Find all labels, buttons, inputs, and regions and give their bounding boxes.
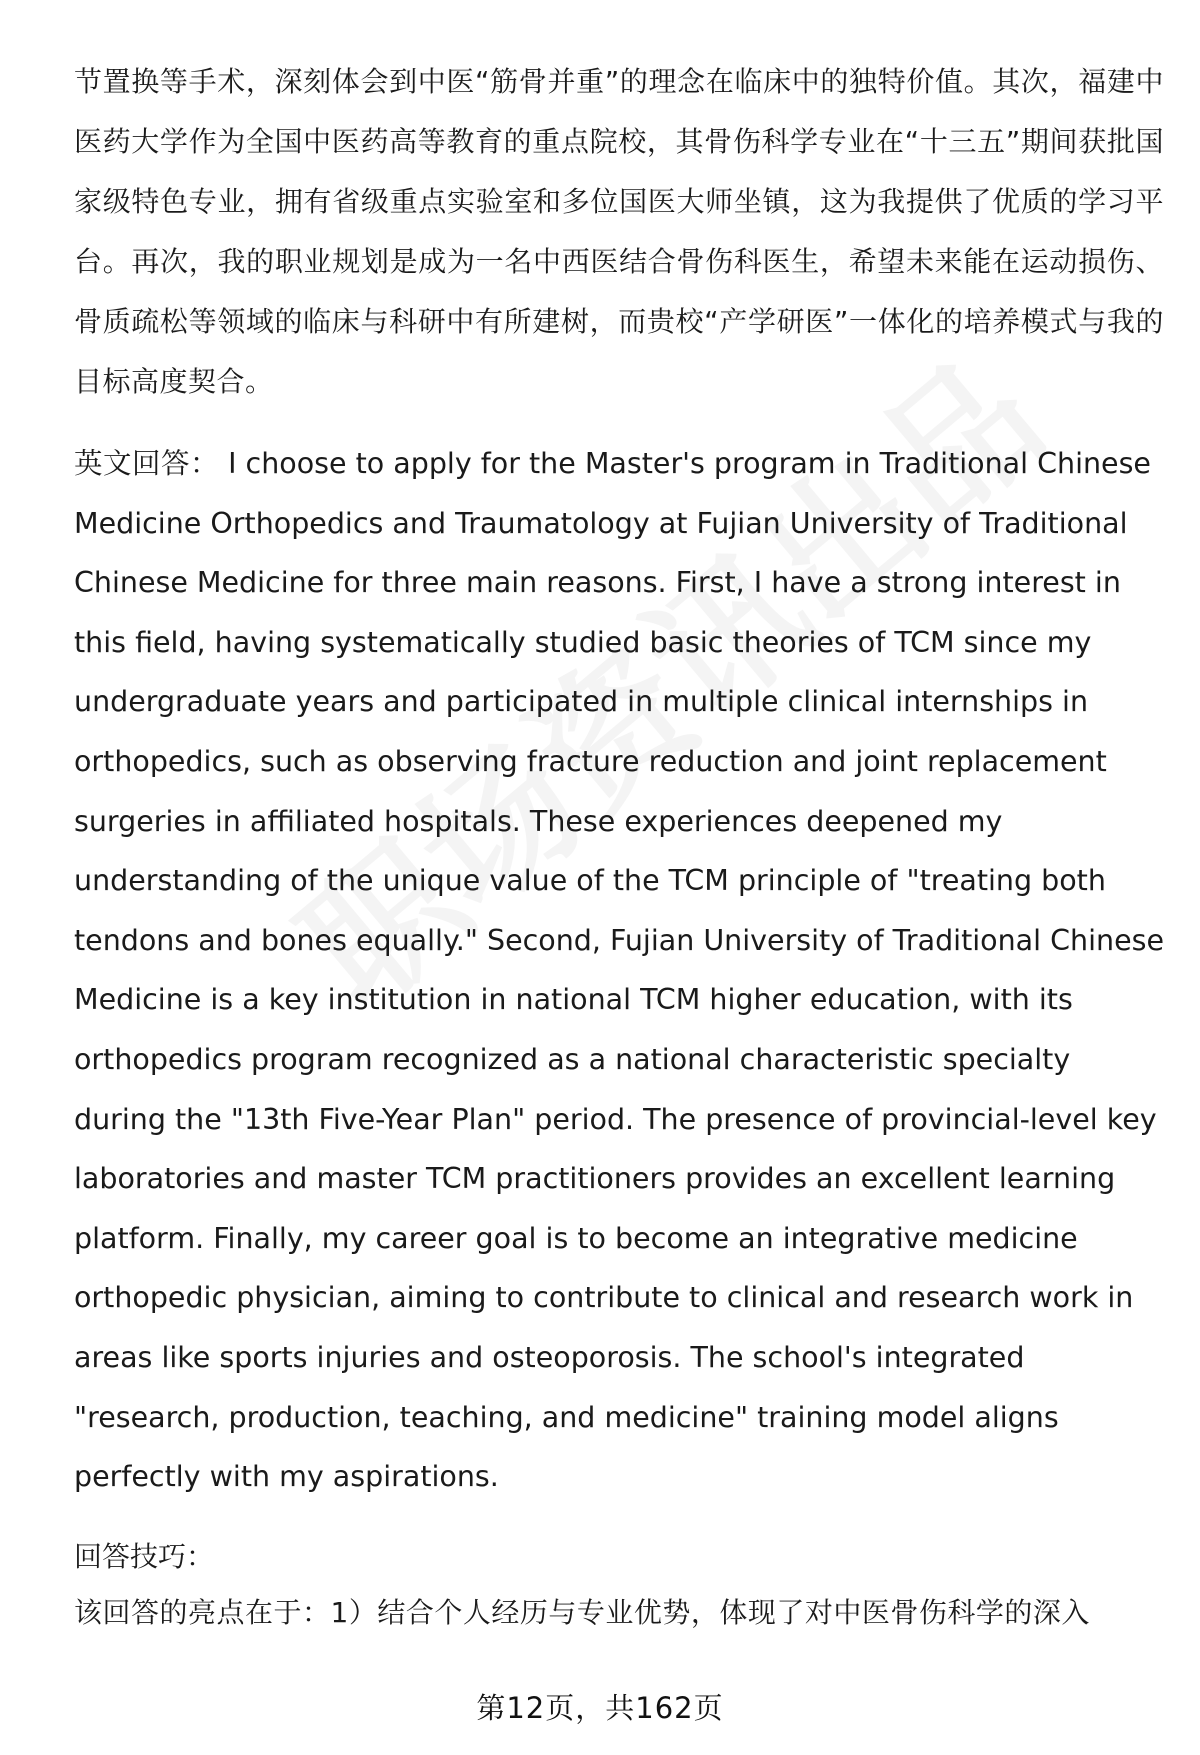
tips-heading: 回答技巧： [74,1539,215,1573]
english-answer-paragraph [74,434,1164,1507]
page-number-footer: 第12页，共162页 [476,1691,724,1725]
english-answer-text: I choose to apply for the Master's program in Traditional Chinese Medicine Orthopedics and Traumatology at Fujian University of Traditional Chinese Medicine for three main reasons. First, I have a strong interest in this field, having systematically studied basic theories of TCM since my undergraduate years and participated in multiple clinical internships in orthopedics, such as observing fracture reduction and joint replacement surgeries in affiliated hospitals. These experiences deepened my understanding of the unique value of the TCM principle of "treating both tendons and bones equally." Second, Fujian University of Traditional Chinese Medicine is a key institution in national TCM higher education, with its orthopedics program recognized as a national characteristic specialty during the "13th Five-Year Plan" period. The presence of provincial-level key laboratories and master TCM practitioners provides an excellent learning platform. Finally, my career goal is to become an integrative medicine orthopedic physician, aiming to contribute to clinical and research work in areas like sports injuries and osteoporosis. The school's integrated "research, production, teaching, and medicine" training model aligns perfectly with my aspirations. [74,447,1164,1494]
tips-body: 该回答的亮点在于：1）结合个人经历与专业优势，体现了对中医骨伤科学的深入 [74,1595,1090,1629]
page-content [74,52,1164,1641]
english-answer-label: 英文回答： [74,447,220,480]
chinese-answer-paragraph: 节置换等手术，深刻体会到中医“筋骨并重”的理念在临床中的独特价值。其次，福建中医药大学作为全国中医药高等教育的重点院校，其骨伤科学专业在“十三五”期间获批国家级特色专业，拥有省级重点实验室和多位国医大师坐镇，这为我提供了优质的学习平台。再次，我的职业规划是成为一名中西医结合骨伤科医生，希望未来能在运动损伤、骨质疏松等领域的临床与科研中有所建树，而贵校“产学研医”一体化的培养模式与我的目标高度契合。 [74,65,1164,398]
